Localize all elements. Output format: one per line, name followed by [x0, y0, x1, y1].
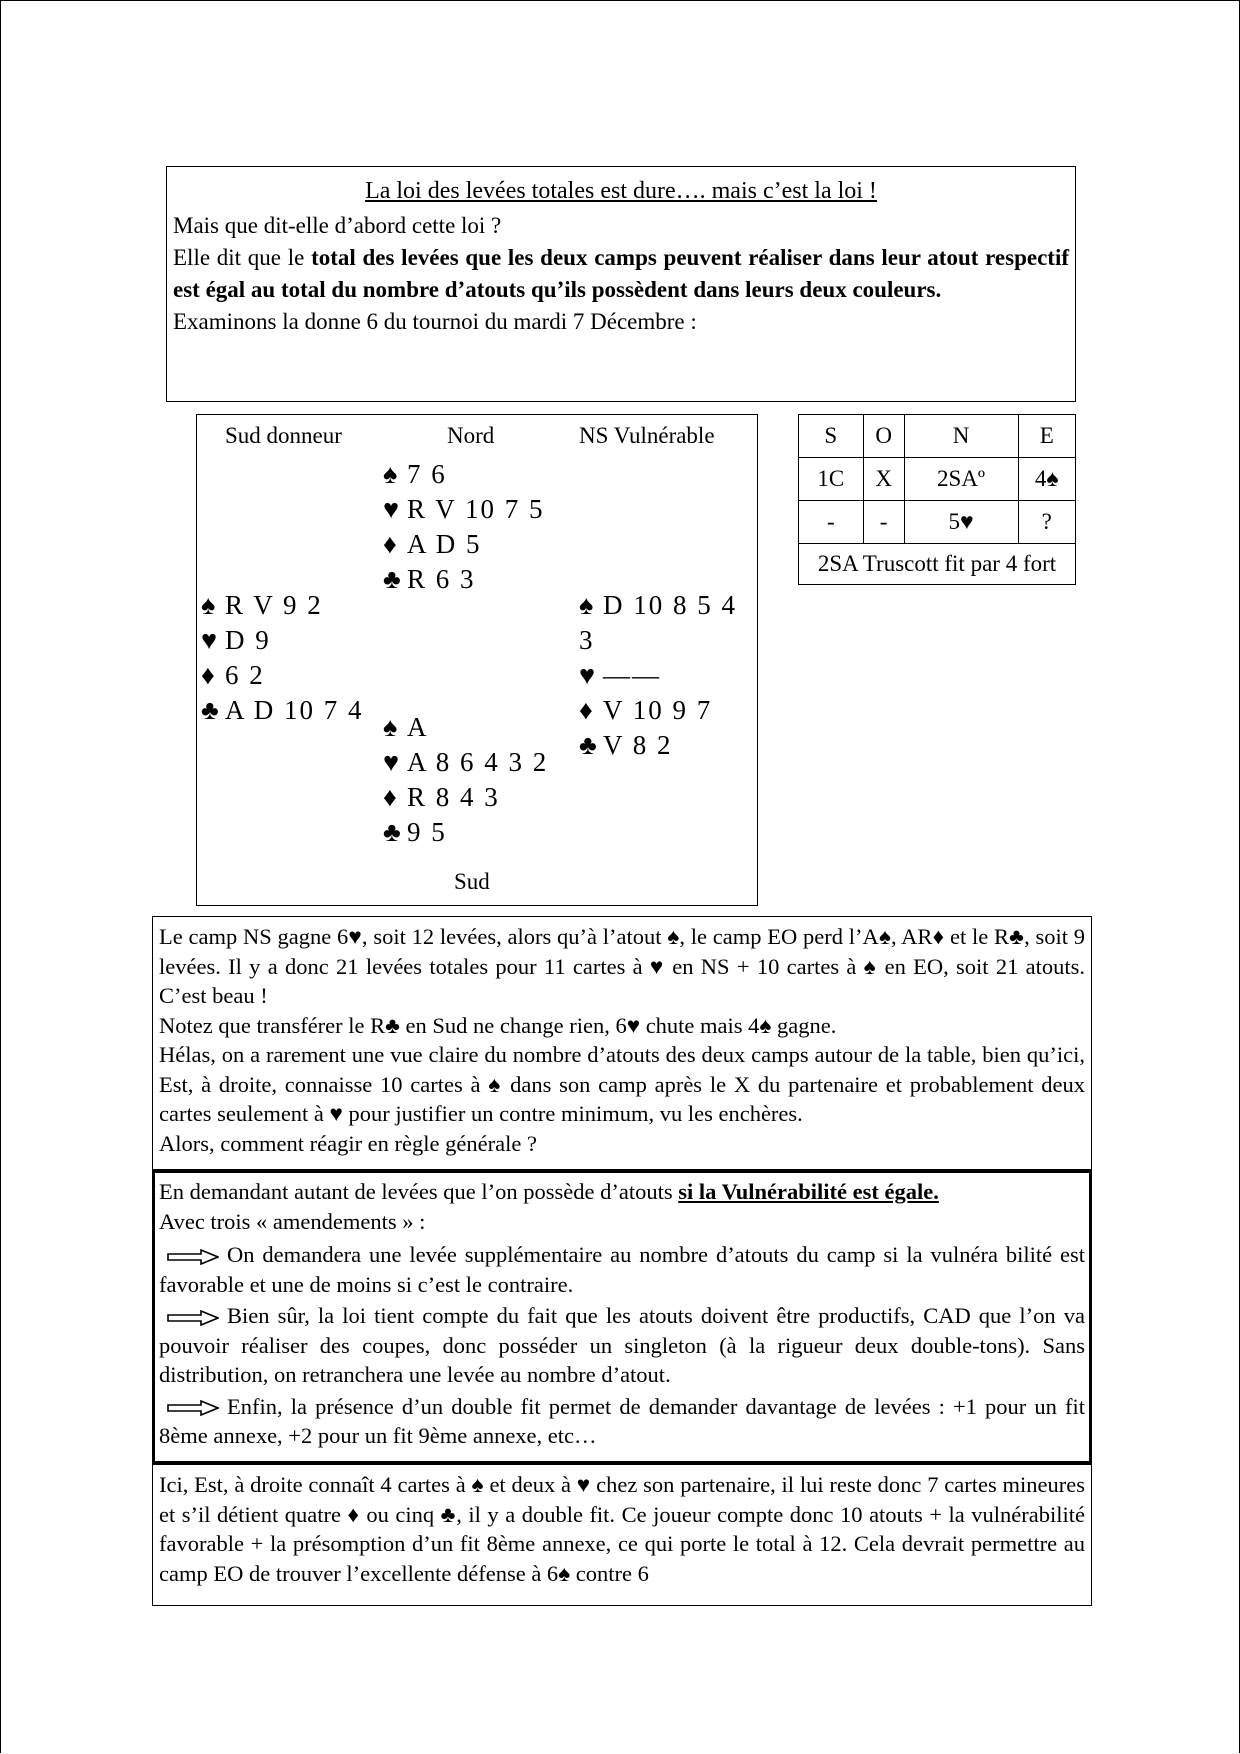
rule-lead-emphasis: si la Vulnérabilité est égale.: [678, 1179, 939, 1204]
east-hearts: ——: [603, 660, 661, 690]
heart-icon: ♥: [383, 494, 400, 524]
west-clubs: A D 10 7 4: [225, 695, 364, 725]
heart-icon: ♥: [383, 747, 400, 777]
bid-cell: ?: [1018, 501, 1075, 544]
arrow-icon: [167, 1400, 219, 1416]
bidding-row: [799, 458, 1076, 501]
bid-cell: 5♥: [904, 501, 1018, 544]
intro-box: [166, 166, 1076, 402]
amendments-intro: Avec trois « amendements » :: [159, 1208, 426, 1234]
east-hand: [579, 588, 757, 763]
spade-icon: ♠: [383, 459, 398, 489]
intro-law: [173, 242, 1069, 306]
west-hand: [201, 588, 364, 728]
rule-lead-text: En demandant autant de levées que l’on possède d’atouts: [159, 1179, 679, 1204]
north-diamonds: A D 5: [407, 529, 482, 559]
west-hearts: D 9: [225, 625, 271, 655]
east-spades: D 10 8 5 4 3: [579, 590, 737, 655]
header-e: E: [1018, 415, 1075, 458]
south-spades: A: [407, 712, 429, 742]
north-spades: 7 6: [407, 459, 447, 489]
amendment-text: On demandera une levée supplémentaire au nombre d’atouts du camp si la vulnéra bilité est favorable et une de moins si c’est le contraire.: [159, 1242, 1085, 1297]
analysis-paragraph: Le camp NS gagne 6♥, soit 12 levées, alors qu’à l’atout ♠, le camp EO perd l’A♠, AR♦ et le R♣, soit 9 levées. Il y a donc 21 levées totales pour 11 cartes à ♥ en NS + 10 cartes à ♠ en EO, soit 21 atouts. C’est beau !: [159, 924, 1085, 1008]
diamond-icon: ♦: [579, 695, 593, 725]
vulnerability-label: NS Vulnérable: [579, 423, 715, 448]
intro-deal: Examinons la donne 6 du tournoi du mardi 7 Décembre :: [173, 309, 697, 334]
west-spades: R V 9 2: [225, 590, 323, 620]
analysis-paragraph: Hélas, on a rarement une vue claire du nombre d’atouts des deux camps autour de la table, bien qu’ici, Est, à droite, connaisse 10 cartes à ♠ dans son camp après le X du partenaire et probablement deux cartes seulement à ♥ pour justifier un contre minimum, vu les enchères.: [159, 1042, 1085, 1126]
bid-cell: 2SAº: [904, 458, 1018, 501]
south-hearts: A 8 6 4 3 2: [407, 747, 549, 777]
bid-cell: -: [799, 501, 864, 544]
analysis-paragraph: Notez que transférer le R♣ en Sud ne change rien, 6♥ chute mais 4♠ gagne.: [159, 1012, 837, 1038]
header-o: O: [863, 415, 904, 458]
bidding-header-row: [799, 415, 1076, 458]
header-n: N: [904, 415, 1018, 458]
article-title: La loi des levées totales est dure…. mais c’est la loi !: [365, 178, 877, 204]
spade-icon: ♠: [201, 590, 216, 620]
north-hand: [383, 457, 545, 597]
analysis-paragraph: Alors, comment réagir en règle générale ?: [159, 1130, 537, 1156]
analysis-box: [152, 916, 1092, 1170]
bidding-table: [798, 414, 1076, 585]
arrow-icon: [167, 1310, 219, 1326]
club-icon: ♣: [579, 730, 597, 760]
east-clubs: V 8 2: [603, 730, 673, 760]
spade-icon: ♠: [383, 712, 398, 742]
diamond-icon: ♦: [383, 529, 397, 559]
diamond-icon: ♦: [201, 660, 215, 690]
amendment-text: Bien sûr, la loi tient compte du fait que les atouts doivent être productifs, CAD que l’on va pouvoir réaliser des coupes, donc posséder un singleton (à la rigueur deux double-tons). Sans distribution, on retranchera une levée au nombre d’atout.: [159, 1303, 1085, 1387]
bidding-note: 2SA Truscott fit par 4 fort: [799, 544, 1076, 585]
conclusion-box: [152, 1464, 1092, 1606]
west-diamonds: 6 2: [225, 660, 265, 690]
heart-icon: ♥: [201, 625, 218, 655]
intro-law-lead: Elle dit que le: [173, 245, 312, 270]
amendment-item: [159, 1301, 1085, 1390]
bidding-note-row: [799, 544, 1076, 585]
north-clubs: R 6 3: [407, 564, 476, 594]
diamond-icon: ♦: [383, 782, 397, 812]
intro-law-bold: total des levées que les deux camps peuvent réaliser dans leur atout respectif est égal au total du nombre d’atouts qu’ils possèdent dans leurs deux couleurs.: [173, 245, 1069, 302]
south-label: Sud: [454, 869, 490, 894]
bid-cell: -: [863, 501, 904, 544]
bidding-row: [799, 501, 1076, 544]
dealer-label: Sud donneur: [225, 423, 342, 448]
amendment-text: Enfin, la présence d’un double fit permet de demander davantage de levées : +1 pour un fit 8ème annexe, +2 pour un fit 9ème annexe, etc…: [159, 1393, 1085, 1448]
rule-lead: [159, 1177, 1085, 1207]
south-diamonds: R 8 4 3: [407, 782, 500, 812]
heart-icon: ♥: [579, 660, 596, 690]
club-icon: ♣: [383, 564, 401, 594]
north-label: Nord: [447, 423, 495, 448]
south-hand: [383, 710, 548, 850]
club-icon: ♣: [383, 817, 401, 847]
intro-question: Mais que dit-elle d’abord cette loi ?: [173, 213, 502, 238]
east-diamonds: V 10 9 7: [603, 695, 713, 725]
spade-icon: ♠: [579, 590, 594, 620]
south-clubs: 9 5: [407, 817, 447, 847]
bid-cell: X: [863, 458, 904, 501]
deal-diagram: [196, 414, 758, 906]
amendment-item: [159, 1392, 1085, 1451]
conclusion-paragraph: Ici, Est, à droite connaît 4 cartes à ♠ et deux à ♥ chez son partenaire, il lui reste donc 7 cartes mineures et s’il détient quatre ♦ ou cinq ♣, il y a double fit. Ce joueur compte donc 10 atouts + la vulnérabilité favorable + la présomption d’un fit 8ème annexe, ce qui porte le total à 12. Cela devrait permettre au camp EO de trouver l’excellente défense à 6♠ contre 6: [159, 1472, 1085, 1586]
north-hearts: R V 10 7 5: [407, 494, 545, 524]
rule-box: [152, 1170, 1092, 1464]
amendment-item: [159, 1240, 1085, 1299]
arrow-icon: [167, 1249, 219, 1265]
bid-cell: 4♠: [1018, 458, 1075, 501]
club-icon: ♣: [201, 695, 219, 725]
bid-cell: 1C: [799, 458, 864, 501]
header-s: S: [799, 415, 864, 458]
